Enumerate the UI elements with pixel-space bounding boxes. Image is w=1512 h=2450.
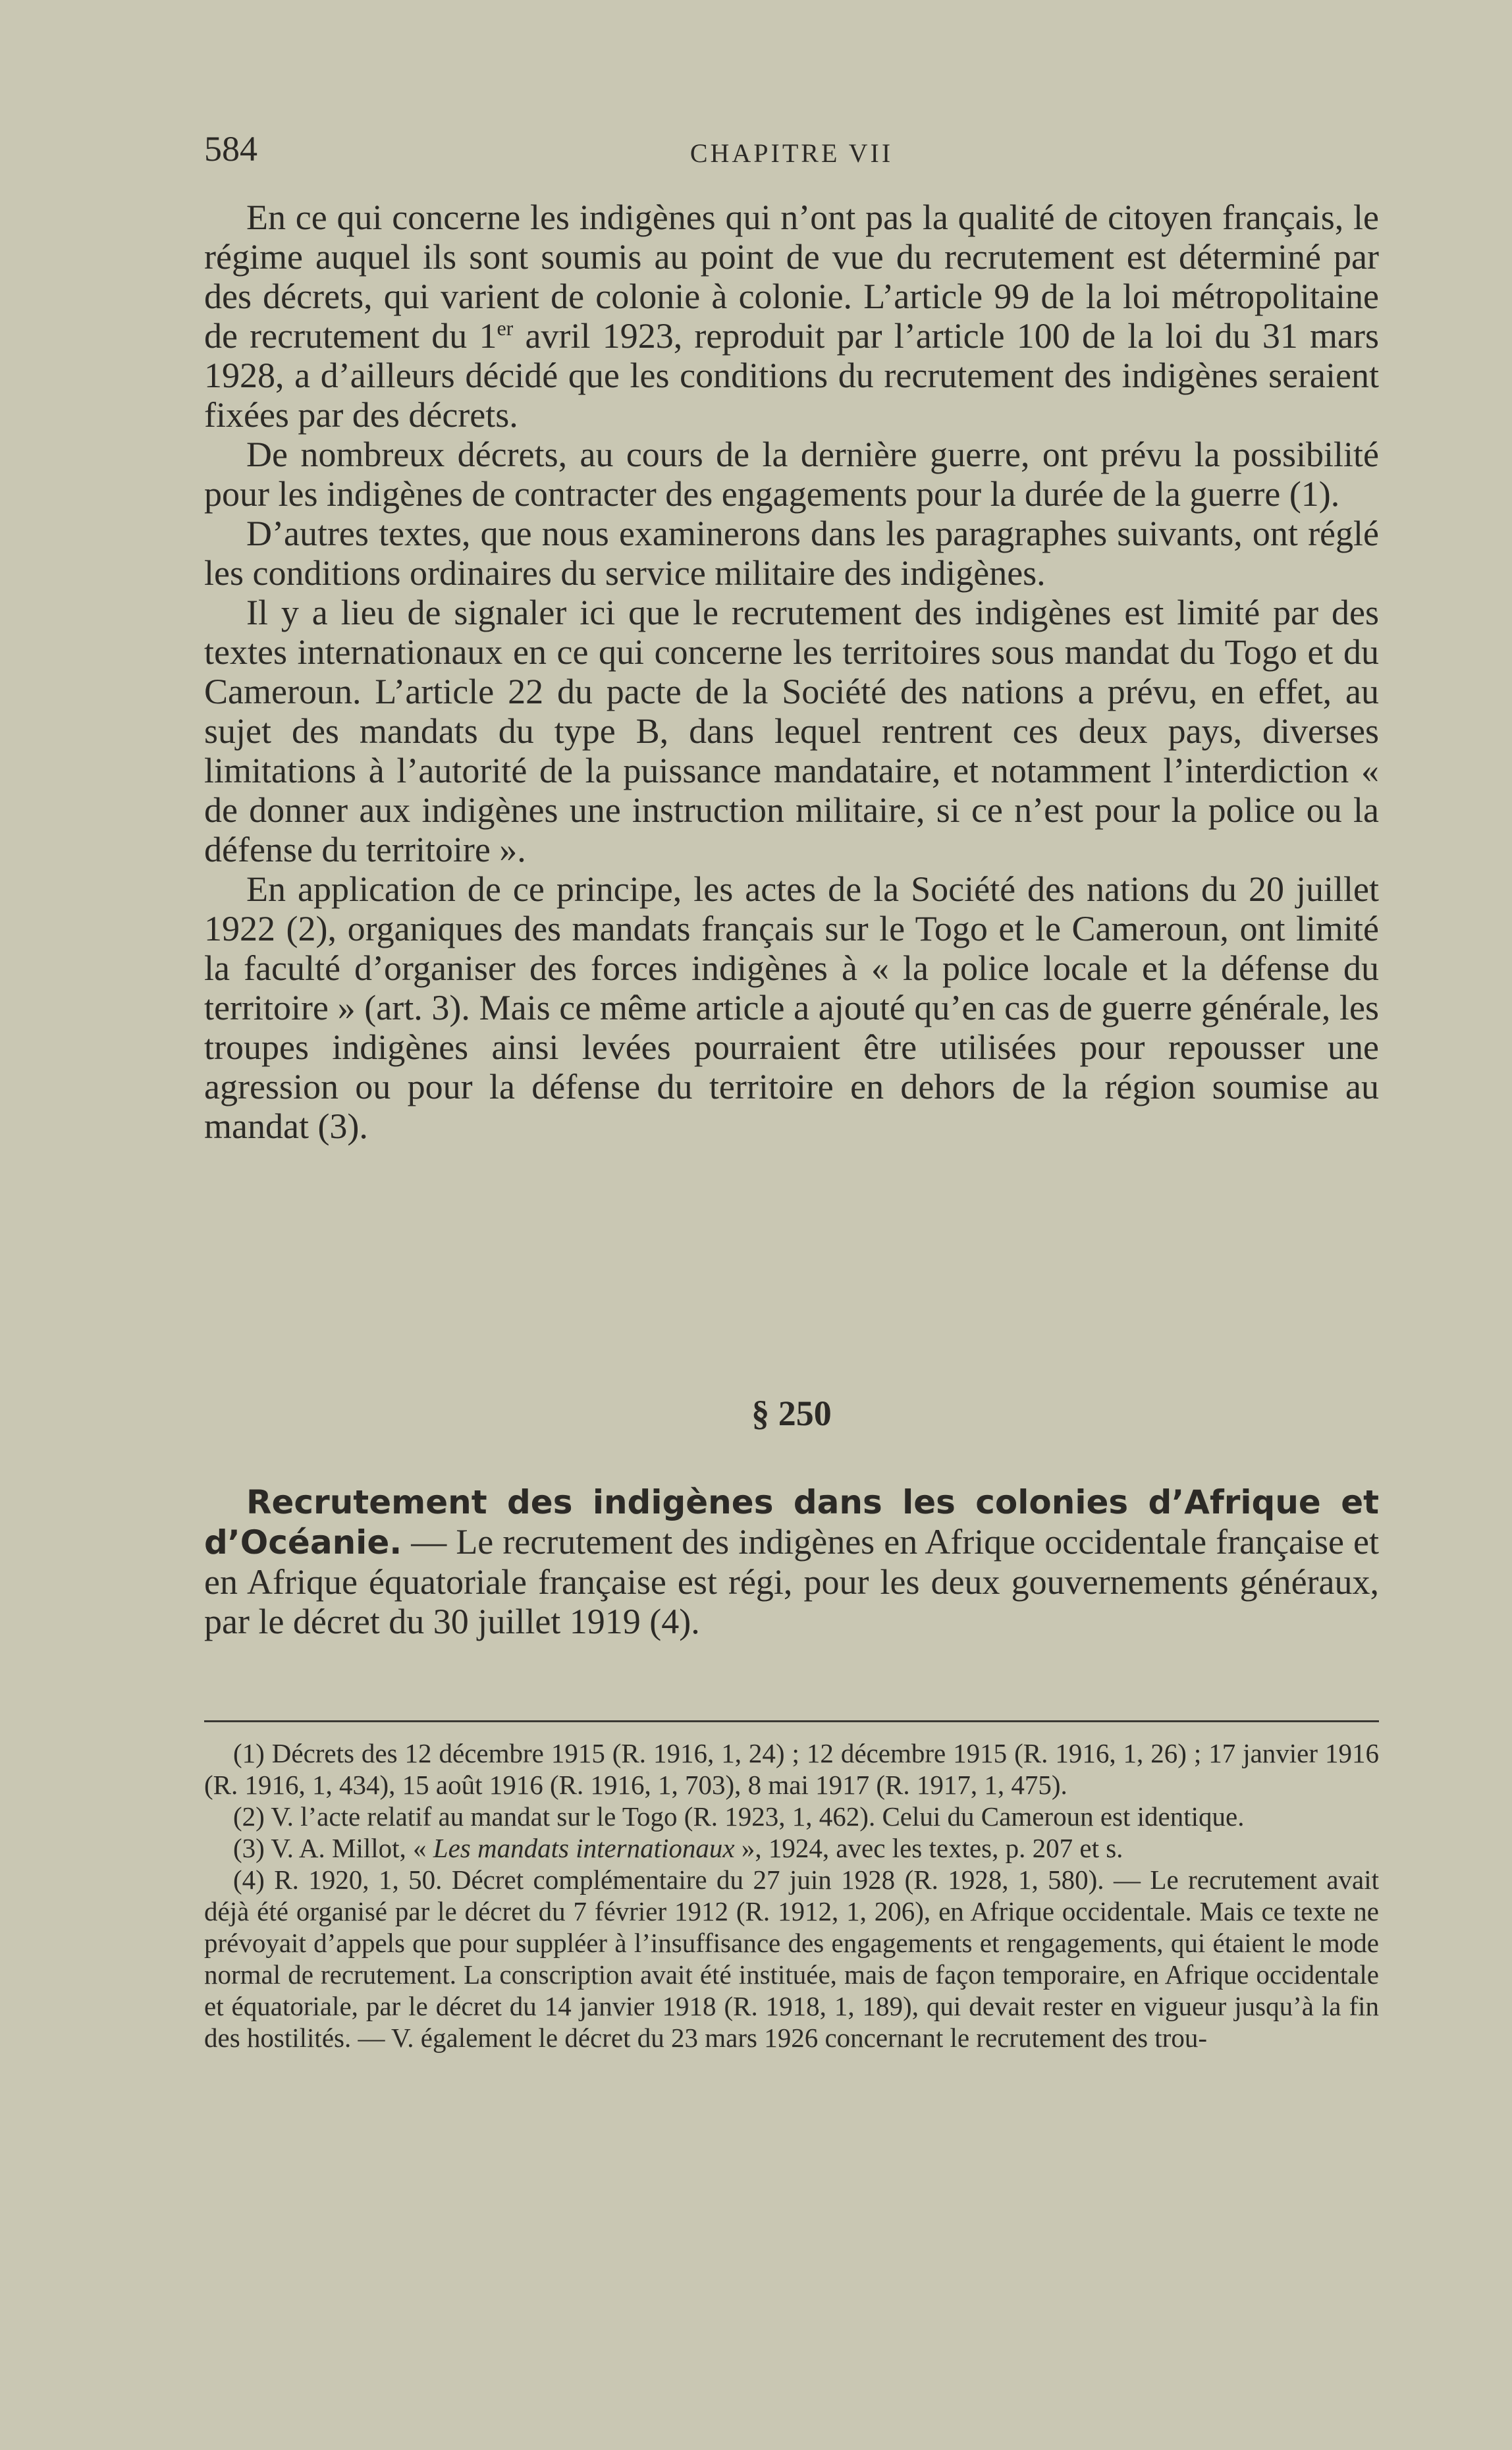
book-title: Les mandats internationaux xyxy=(433,1833,735,1863)
footnote-divider xyxy=(204,1720,1379,1722)
footnotes xyxy=(204,1737,1379,2054)
footnote: (3) V. A. Millot, « Les mandats internationaux », 1924, avec les textes, p. 207 et s. xyxy=(233,1833,1123,1863)
main-text xyxy=(204,198,1379,1146)
section-body xyxy=(204,1482,1379,1641)
paragraph: En ce qui concerne les indigènes qui n’ont pas la qualité de citoyen français, le régime auquel ils sont soumis au point de vue du recrutement est déterminé par des décrets, qui varient de colonie à colonie. L’article 99 de la loi métropolitaine de recrutement du 1er avril 1923, reproduit par l’article 100 de la loi du 31 mars 1928, a d’ailleurs décidé que les conditions du recrutement des indigènes seraient fixées par des décrets. xyxy=(204,198,1379,435)
ordinal-superscript: er xyxy=(497,316,514,340)
page-header xyxy=(204,128,1379,181)
footnote: (1) Décrets des 12 décembre 1915 (R. 1916, 1, 24) ; 12 décembre 1915 (R. 1916, 1, 26) ; 17 janvier 1916 (R. 1916, 1, 434), 15 août 1916 (R. 1916, 1, 703), 8 mai 1917 (R. 1917, 1, 475). xyxy=(204,1738,1379,1800)
page-number: 584 xyxy=(204,129,257,169)
paragraph: D’autres textes, que nous examinerons dans les paragraphes suivants, ont réglé les conditions ordinaires du service militaire des indigènes. xyxy=(204,514,1379,593)
footnote: (2) V. l’acte relatif au mandat sur le Togo (R. 1923, 1, 462). Celui du Cameroun est identique. xyxy=(233,1801,1245,1832)
paragraph: Il y a lieu de signaler ici que le recrutement des indigènes est limité par des textes internationaux en ce qui concerne les territoires sous mandat du Togo et du Cameroun. L’article 22 du pacte de la Société des nations a prévu, en effet, au sujet des mandats du type B, dans lequel rentrent ces deux pays, diverses limitations à l’autorité de la puissance mandataire, et notamment l’interdiction « de donner aux indigènes une instruction militaire, si ce n’est pour la police ou la défense du territoire ». xyxy=(204,593,1379,869)
section-number: § 250 xyxy=(751,1394,832,1433)
paragraph: En application de ce principe, les actes de la Société des nations du 20 juillet 1922 (2), organiques des mandats français sur le Togo et le Cameroun, ont limité la faculté d’organiser des forces indigènes à « la police locale et la défense du territoire » (art. 3). Mais ce même article a ajouté qu’en cas de guerre générale, les troupes indigènes ainsi levées pourraient être utilisées pour repousser une agression ou pour la défense du territoire en dehors de la région soumise au mandat (3). xyxy=(204,869,1379,1146)
paragraph: Recrutement des indigènes dans les colonies d’Afrique et d’Océanie. — Le recrutement des indigènes en Afrique occidentale française et en Afrique équatoriale française est régi, pour les deux gouvernements généraux, par le décret du 30 juillet 1919 (4). xyxy=(204,1483,1379,1641)
paragraph: De nombreux décrets, au cours de la dernière guerre, ont prévu la possibilité pour les indigènes de contracter des engagements pour la durée de la guerre (1). xyxy=(204,435,1379,514)
footnote: (4) R. 1920, 1, 50. Décret complémentaire du 27 juin 1928 (R. 1928, 1, 580). — Le recrutement avait déjà été organisé par le décret du 7 février 1912 (R. 1912, 1, 206), en Afrique occidentale. Mais ce texte ne prévoyait d’appels que pour suppléer à l’insuffisance des engagements et rengagements, qui étaient le mode normal de recrutement. La conscription avait été instituée, mais de façon temporaire, en Afrique occidentale et équatoriale, par le décret du 14 janvier 1918 (R. 1918, 1, 189), qui devait rester en vigueur jusqu’à la fin des hostilités. — V. également le décret du 23 mars 1926 concernant le recrutement des trou- xyxy=(204,1865,1379,2053)
section-title: Recrutement des indigènes dans les colonies d’Afrique et d’Océanie. xyxy=(204,1483,1379,1562)
running-head: CHAPITRE VII xyxy=(689,138,894,168)
